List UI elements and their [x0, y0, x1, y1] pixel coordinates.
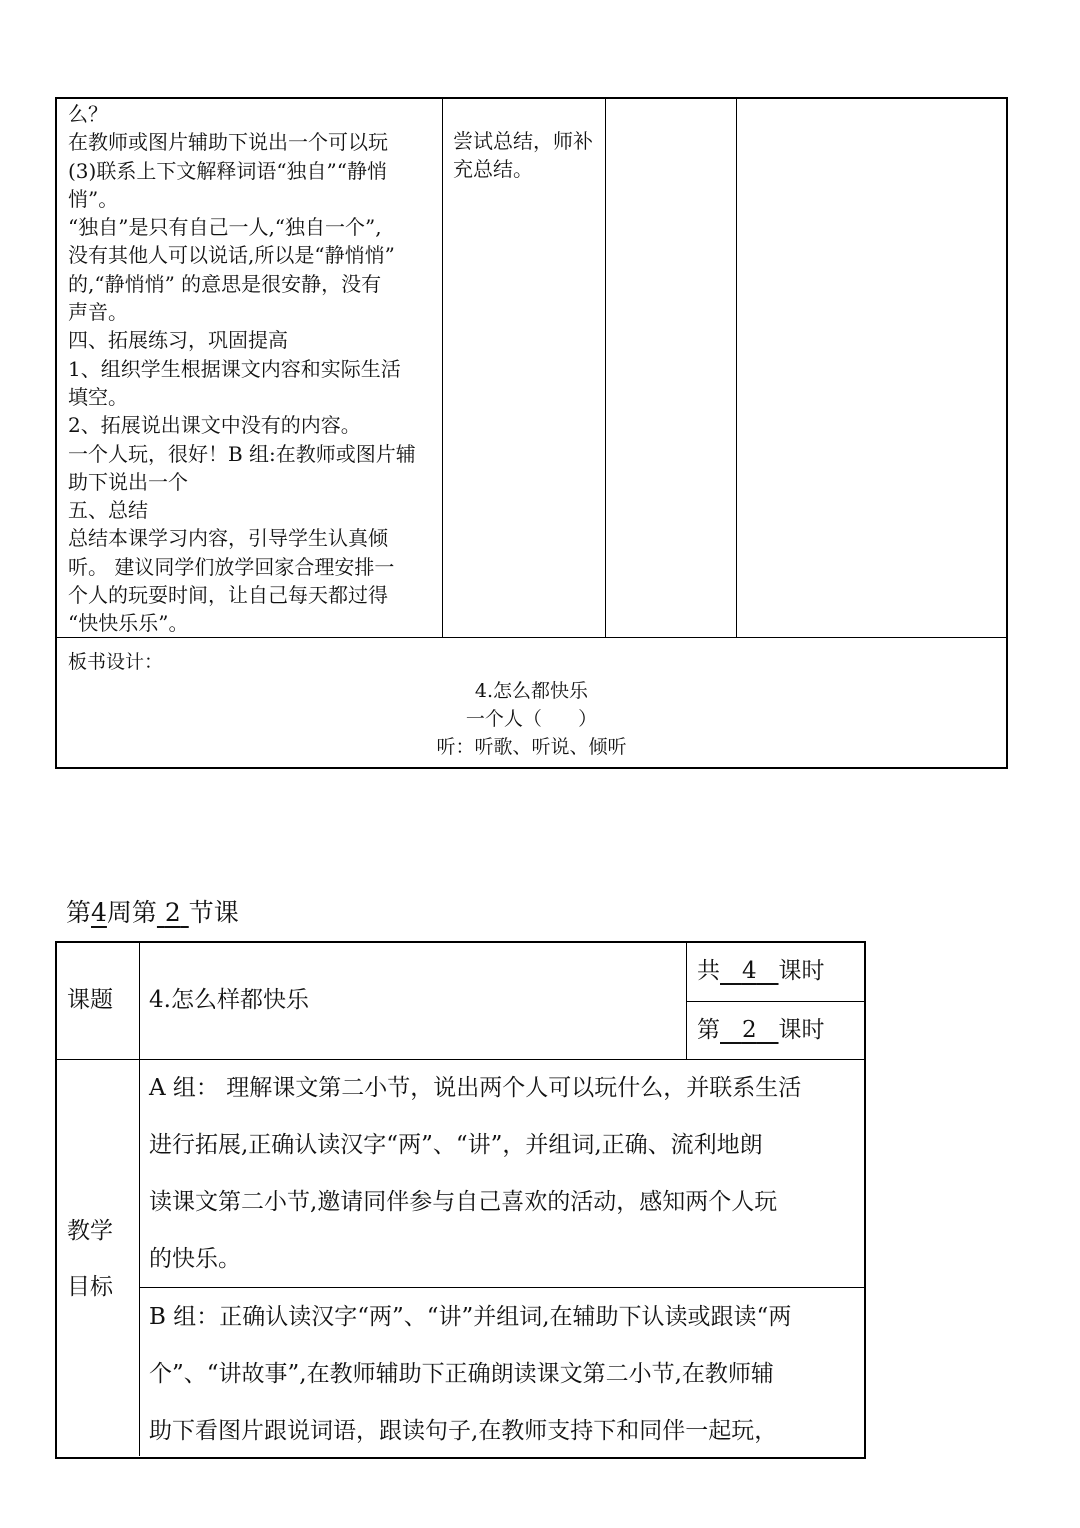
student-activity-cell: [453, 127, 603, 184]
text-line: (3)联系上下文解释词语“独自”“静悄: [68, 158, 388, 183]
text-line: 助下看图片跟说词语，跟读句子,在教师支持下和同伴一起玩，: [149, 1418, 778, 1444]
text-line: 的快乐。: [149, 1246, 241, 1272]
text-line: 尝试总结，师补: [453, 129, 593, 153]
text-line: 悄”。: [68, 186, 119, 211]
goal-group-a: [149, 1060, 861, 1288]
week-lesson-heading: [66, 896, 239, 930]
text-line: 充总结。: [453, 157, 533, 182]
text-line: “独自”是只有自己一人,“独自一个”,: [68, 215, 382, 240]
week-number: 4: [91, 898, 107, 927]
text-line: 1、组织学生根据课文内容和实际生活: [68, 356, 401, 381]
lesson-plan-table-continued: [55, 97, 1008, 769]
text-line: 填空。: [68, 384, 128, 409]
lesson-number: 2: [164, 898, 181, 927]
text-line: 听。 建议同学们放学回家合理安排一: [68, 554, 395, 579]
text-line: 总结本课学习内容，引导学生认真倾: [68, 526, 388, 551]
column-divider: [736, 99, 737, 638]
text-line: 的,“静悄悄” 的意思是很安静，没有: [68, 271, 382, 296]
text-line: 一个人玩，很好！B 组:在教师或图片辅: [68, 441, 416, 466]
text-line: A 组： 理解课文第二小节，说出两个人可以玩什么，并联系生活: [149, 1075, 802, 1101]
text-line: 五、总结: [68, 498, 148, 523]
column-divider: [605, 99, 606, 638]
heading-suffix: 节课: [188, 898, 239, 927]
text-line: 么？: [68, 102, 108, 126]
text-line: 个人的玩耍时间，让自己每天都过得: [68, 583, 388, 608]
text-line: B 组：正确认读汉字“两”、“讲”并组词,在辅助下认读或跟读“两: [149, 1304, 792, 1330]
topic-title: 4.怎么样都快乐: [149, 987, 309, 1013]
topic-label: 课题: [67, 987, 113, 1013]
text-line: 进行拓展,正确认读汉字“两”、“讲”，并组词,正确、流利地朗: [149, 1132, 763, 1158]
text-line: 助下说出一个: [68, 469, 188, 494]
text-line: 个”、“讲故事”,在教师辅助下正确朗读课文第二小节,在教师辅: [149, 1361, 774, 1387]
goals-label-line1: 教学: [67, 1218, 113, 1244]
current-period: 第 2 课时: [697, 1017, 825, 1043]
text-line: 没有其他人可以说话,所以是“静悄悄”: [68, 243, 395, 268]
text-line: 声音。: [68, 300, 128, 325]
board-line: 4.怎么都快乐: [474, 680, 589, 702]
text-line: 读课文第二小节,邀请同伴参与自己喜欢的活动，感知两个人玩: [149, 1189, 778, 1215]
teaching-process-cell: [68, 100, 443, 638]
text-line: 在教师或图片辅助下说出一个可以玩: [68, 130, 388, 155]
column-divider: [139, 943, 140, 1456]
goal-group-b: [149, 1289, 861, 1460]
board-design-content: [57, 677, 1006, 761]
board-design-label: 板书设计：: [68, 651, 164, 673]
text-line: 四、拓展练习，巩固提高: [68, 328, 288, 353]
heading-mid: 周第: [106, 898, 157, 927]
board-line: 一个人（ ）: [465, 708, 598, 730]
heading-prefix: 第: [66, 898, 92, 927]
total-periods: 共 4 课时: [697, 958, 825, 984]
board-line: 听：听歌、听说、倾听: [436, 736, 627, 758]
lesson-info-table: [55, 941, 866, 1459]
text-line: 2、拓展说出课文中没有的内容。: [68, 413, 361, 438]
text-line: “快快乐乐”。: [68, 611, 189, 636]
goals-label-line2: 目标: [67, 1274, 113, 1300]
